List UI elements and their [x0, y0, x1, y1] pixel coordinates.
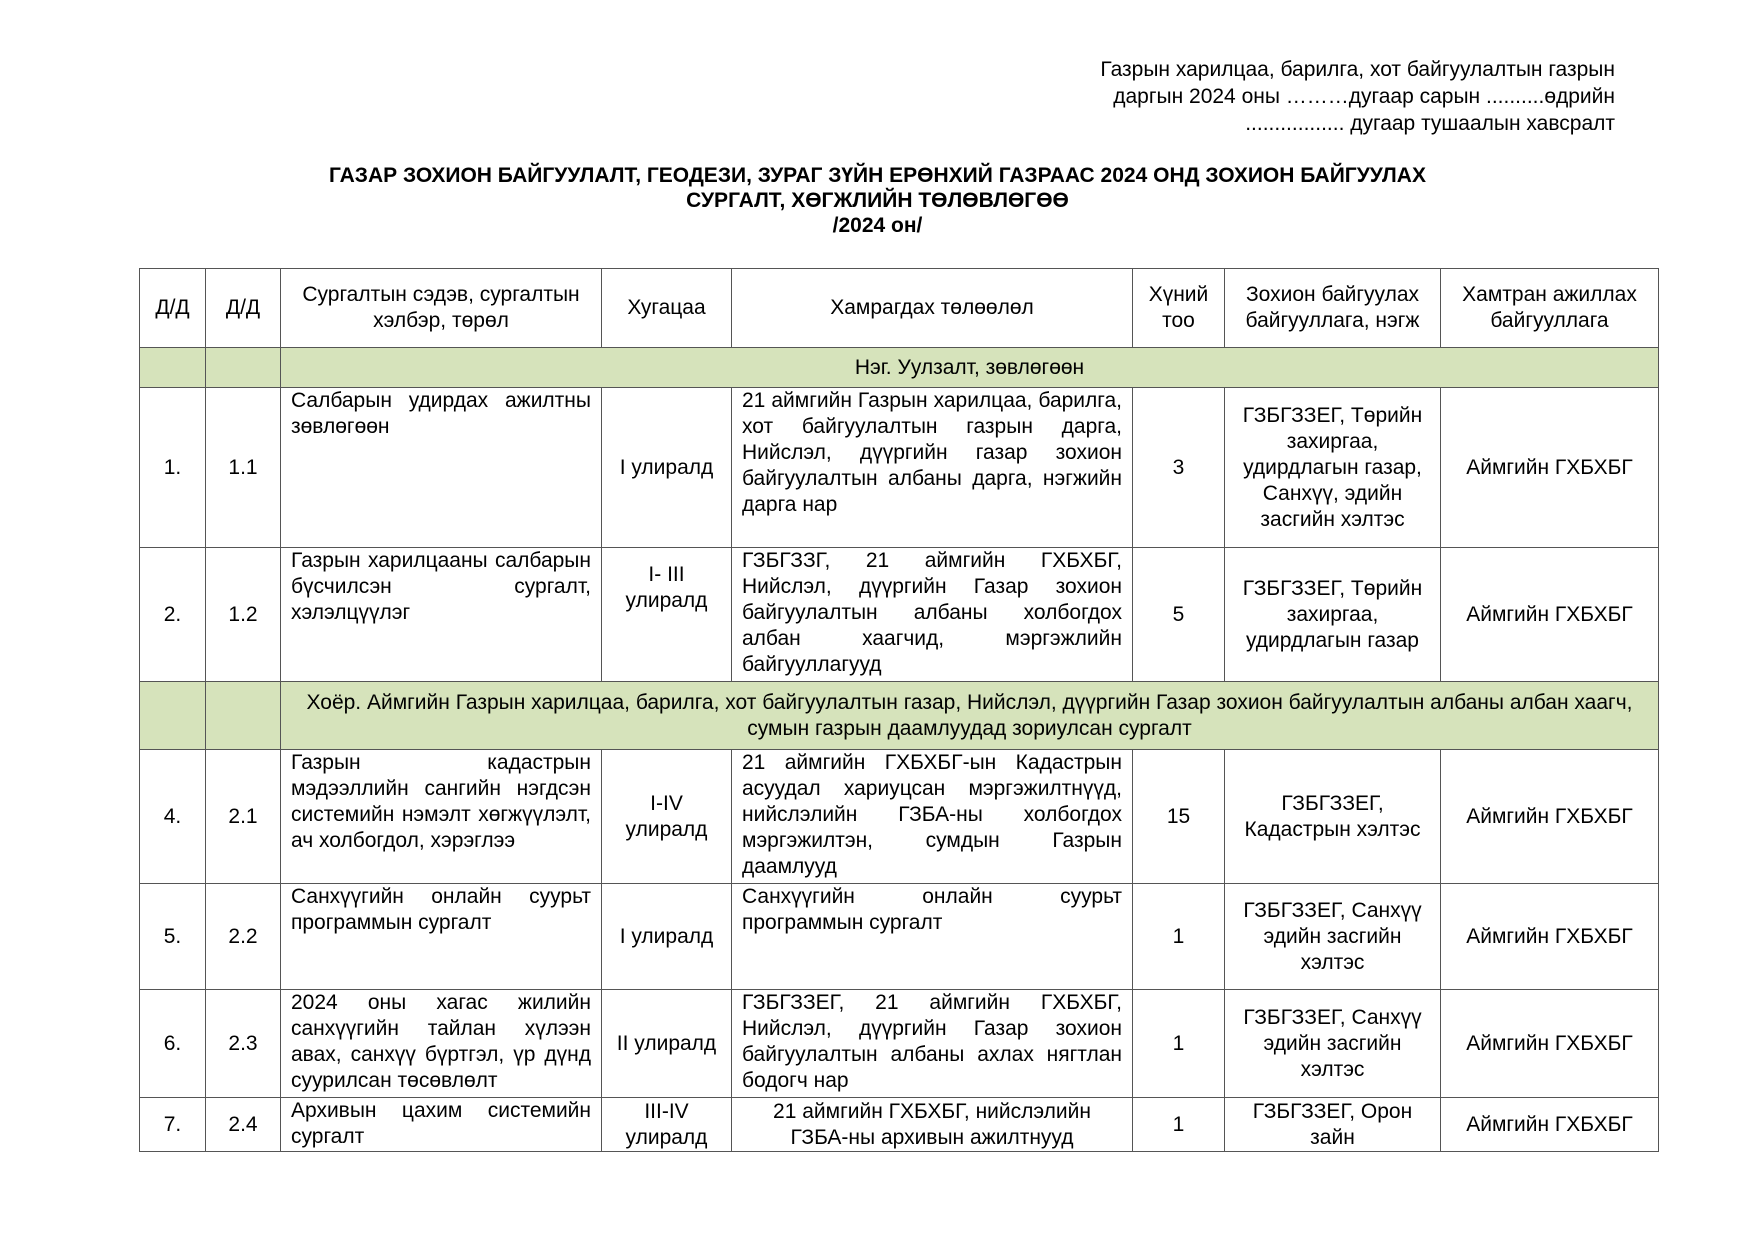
- table-row: [140, 884, 1659, 990]
- header-sub-no: Д/Д: [206, 269, 281, 348]
- row-no: 1.: [140, 388, 206, 548]
- header-partner: Хамтран ажиллах байгууллага: [1441, 269, 1659, 348]
- table-row: [140, 990, 1659, 1098]
- row-partner: Аймгийн ГХБХБГ: [1441, 1098, 1659, 1152]
- row-organizer: ГЗБГЗЗЕГ, Орон зайн: [1225, 1098, 1441, 1152]
- row-topic: Салбарын удирдах ажилтны зөвлөгөөн: [281, 388, 602, 548]
- row-organizer: ГЗБГЗЗЕГ, Санхүү эдийн засгийн хэлтэс: [1225, 990, 1441, 1098]
- row-participants: Санхүүгийн онлайн суурьт программын сургалт: [732, 884, 1133, 990]
- row-count: 1: [1133, 990, 1225, 1098]
- section-row-2: [140, 682, 1659, 750]
- row-participants: ГЗБГЗЗГ, 21 аймгийн ГХБХБГ, Нийслэл, дүүргийн Газар зохион байгуулалтын албаны холбогдох албан хаагчид, мэргэжлийн байгууллагууд: [732, 548, 1133, 682]
- header-period: Хугацаа: [602, 269, 732, 348]
- row-no: 5.: [140, 884, 206, 990]
- row-period: I улиралд: [602, 388, 732, 548]
- annex-note: [1100, 56, 1615, 137]
- header-topic: Сургалтын сэдэв, сургалтын хэлбэр, төрөл: [281, 269, 602, 348]
- row-count: 1: [1133, 884, 1225, 990]
- table-header-row: [140, 269, 1659, 348]
- row-topic: Газрын харилцааны салбарын бүсчилсэн сургалт, хэлэлцүүлэг: [281, 548, 602, 682]
- title-line-1: ГАЗАР ЗОХИОН БАЙГУУЛАЛТ, ГЕОДЕЗИ, ЗУРАГ ЗҮЙН ЕРӨНХИЙ ГАЗРААС 2024 ОНД ЗОХИОН БАЙГУУЛАХ: [329, 164, 1426, 187]
- section-title: Нэг. Уулзалт, зөвлөгөөн: [281, 348, 1659, 388]
- row-partner: Аймгийн ГХБХБГ: [1441, 884, 1659, 990]
- row-count: 1: [1133, 1098, 1225, 1152]
- title-line-3: /2024 он/: [832, 214, 923, 237]
- row-sub-no: 2.4: [206, 1098, 281, 1152]
- row-sub-no: 1.1: [206, 388, 281, 548]
- header-count: Хүний тоо: [1133, 269, 1225, 348]
- training-plan-table: [139, 268, 1659, 1152]
- table-row: [140, 1098, 1659, 1152]
- row-organizer: ГЗБГЗЗЕГ, Санхүү эдийн засгийн хэлтэс: [1225, 884, 1441, 990]
- row-sub-no: 2.1: [206, 750, 281, 884]
- section-title: Хоёр. Аймгийн Газрын харилцаа, барилга, хот байгуулалтын газар, Нийслэл, дүүргийн Газар зохион байгуулалтын албаны албан хаагч, сумын газрын даамлуудад зориулсан сургалт: [281, 682, 1659, 750]
- document-title: [140, 163, 1615, 238]
- row-sub-no: 2.3: [206, 990, 281, 1098]
- row-period: III-IV улиралд: [602, 1098, 732, 1152]
- row-topic: Архивын цахим системийн сургалт: [281, 1098, 602, 1152]
- row-organizer: ГЗБГЗЗЕГ, Төрийн захиргаа, удирдлагын газар, Санхүү, эдийн засгийн хэлтэс: [1225, 388, 1441, 548]
- row-topic: Санхүүгийн онлайн суурьт программын сургалт: [281, 884, 602, 990]
- row-period: I- III улиралд: [602, 548, 732, 682]
- row-partner: Аймгийн ГХБХБГ: [1441, 388, 1659, 548]
- row-participants: 21 аймгийн ГХБХБГ-ын Кадастрын асуудал хариуцсан мэргэжилтнүүд, нийслэлийн ГЗБА-ны холбогдох мэргэжилтэн, сумдын Газрын даамлууд: [732, 750, 1133, 884]
- row-topic: Газрын кадастрын мэдээллийн сангийн нэгдсэн системийн нэмэлт хөгжүүлэлт, ач холбогдол, хэрэглээ: [281, 750, 602, 884]
- row-no: 4.: [140, 750, 206, 884]
- table-row: [140, 548, 1659, 682]
- row-no: 7.: [140, 1098, 206, 1152]
- header-participants: Хамрагдах төлөөлөл: [732, 269, 1133, 348]
- row-partner: Аймгийн ГХБХБГ: [1441, 990, 1659, 1098]
- header-no: Д/Д: [140, 269, 206, 348]
- row-sub-no: 1.2: [206, 548, 281, 682]
- annex-line-2: даргын 2024 оны ………дугаар сарын ..........өдрийн: [1113, 85, 1615, 108]
- row-organizer: ГЗБГЗЗЕГ, Кадастрын хэлтэс: [1225, 750, 1441, 884]
- table-row: [140, 388, 1659, 548]
- row-organizer: ГЗБГЗЗЕГ, Төрийн захиргаа, удирдлагын газар: [1225, 548, 1441, 682]
- row-partner: Аймгийн ГХБХБГ: [1441, 750, 1659, 884]
- row-period: II улиралд: [602, 990, 732, 1098]
- row-sub-no: 2.2: [206, 884, 281, 990]
- row-count: 15: [1133, 750, 1225, 884]
- section-row-1: [140, 348, 1659, 388]
- annex-line-1: Газрын харилцаа, барилга, хот байгуулалтын газрын: [1100, 58, 1615, 81]
- annex-line-3: ................. дугаар тушаалын хавсралт: [1245, 112, 1615, 135]
- row-participants: 21 аймгийн ГХБХБГ, нийслэлийн ГЗБА-ны архивын ажилтнууд: [732, 1098, 1133, 1152]
- row-topic: 2024 оны хагас жилийн санхүүгийн тайлан хүлээн авах, санхүү бүртгэл, үр дүнд суурилсан төсөвлөлт: [281, 990, 602, 1098]
- row-partner: Аймгийн ГХБХБГ: [1441, 548, 1659, 682]
- row-no: 2.: [140, 548, 206, 682]
- row-period: I-IV улиралд: [602, 750, 732, 884]
- row-participants: ГЗБГЗЗЕГ, 21 аймгийн ГХБХБГ, Нийслэл, дүүргийн Газар зохион байгуулалтын албаны ахлах нягтлан бодогч нар: [732, 990, 1133, 1098]
- row-participants: 21 аймгийн Газрын харилцаа, барилга, хот байгуулалтын газрын дарга, Нийслэл, дүүргийн газар зохион байгуулалтын албаны дарга, нэгжийн дарга нар: [732, 388, 1133, 548]
- table-row: [140, 750, 1659, 884]
- row-no: 6.: [140, 990, 206, 1098]
- row-count: 3: [1133, 388, 1225, 548]
- title-line-2: СУРГАЛТ, ХӨГЖЛИЙН ТӨЛӨВЛӨГӨӨ: [686, 189, 1069, 212]
- row-count: 5: [1133, 548, 1225, 682]
- header-organizer: Зохион байгуулах байгууллага, нэгж: [1225, 269, 1441, 348]
- row-period: I улиралд: [602, 884, 732, 990]
